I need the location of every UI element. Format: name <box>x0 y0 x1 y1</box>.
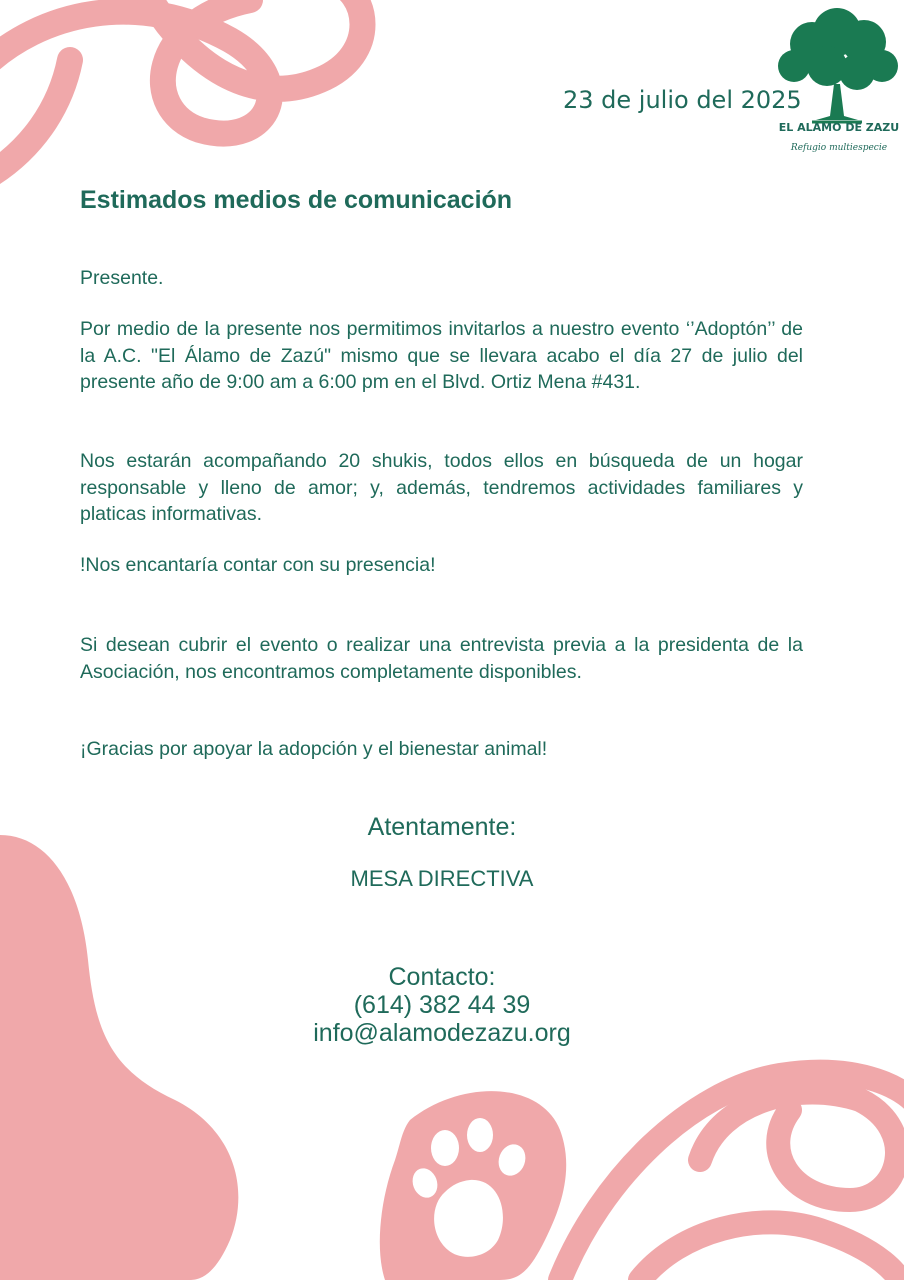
logo-tagline: Refugio multiespecie <box>790 143 888 153</box>
contact-phone: (614) 382 44 39 <box>353 991 531 1019</box>
bottom-right-swirl-decoration <box>560 1072 904 1280</box>
paw-decoration <box>380 1091 566 1280</box>
thanks-paragraph: ¡Gracias por apoyar la adopción y el bienestar animal! <box>80 738 548 760</box>
tree-icon <box>772 4 902 164</box>
invitation-paragraph: Por medio de la presente nos permitimos invitarlos a nuestro evento ‘’Adoptón’’ de la A.C. "El Álamo de Zazú" mismo que se llevara acabo el día 27 de julio del presente año de 9:00 am a 6:00 pm en el Blvd. Ortiz Mena #431. <box>80 318 803 393</box>
contact-label: Contacto: <box>388 963 496 991</box>
bottom-left-blob-decoration <box>0 835 238 1280</box>
shukis-paragraph: Nos estarán acompañando 20 shukis, todos ellos en búsqueda de un hogar responsable y lleno de amor; y, además, tendremos actividades familiares y platicas informativas. <box>80 450 803 525</box>
contact-email: info@alamodezazu.org <box>313 1019 571 1047</box>
closing-text: Atentamente: <box>367 813 517 841</box>
coverage-paragraph: Si desean cubrir el evento o realizar una entrevista previa a la presidenta de la Asociación, nos encontramos completamente disponibles. <box>80 634 803 683</box>
signature-text: MESA DIRECTIVA <box>350 866 534 891</box>
presence-paragraph: !Nos encantaría contar con su presencia! <box>80 554 436 576</box>
greeting-text: Presente. <box>80 267 164 289</box>
top-left-swirl-decoration <box>0 0 363 175</box>
letter-date: 23 de julio del 2025 <box>563 86 802 114</box>
logo-name: EL ALAMO DE ZAZU <box>778 121 900 134</box>
letter-heading: Estimados medios de comunicación <box>80 186 513 214</box>
